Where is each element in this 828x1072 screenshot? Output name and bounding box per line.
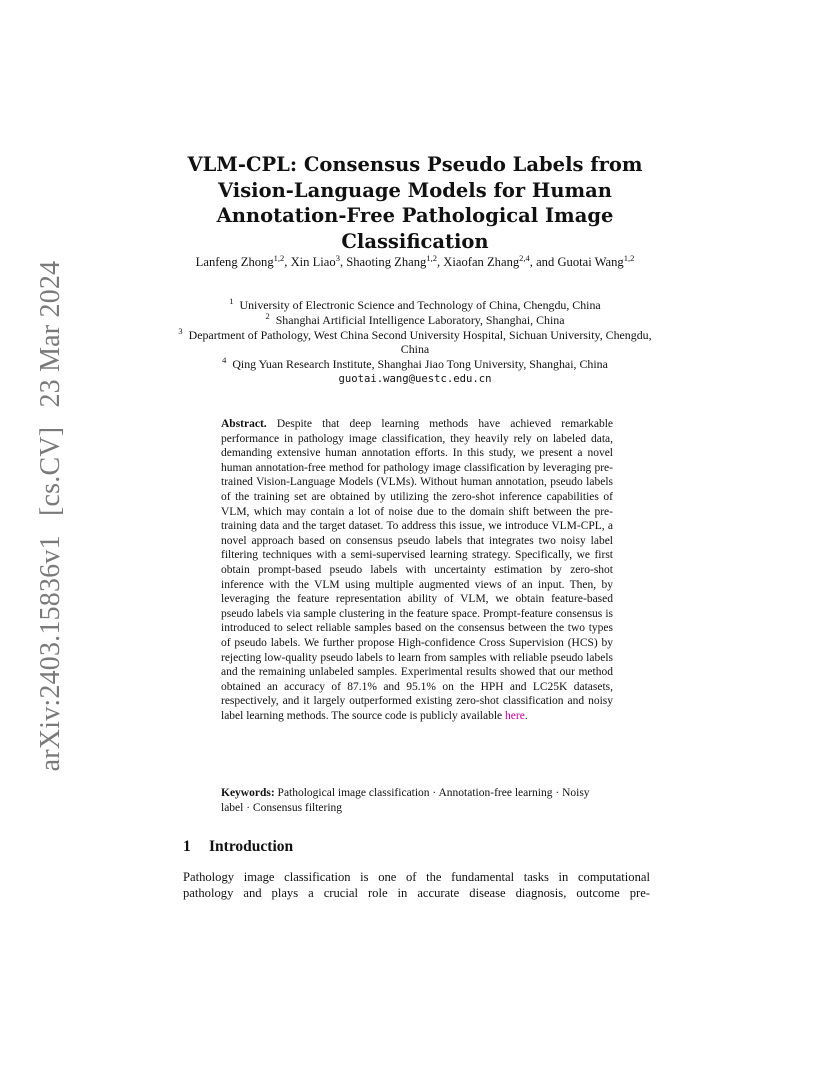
author-affil-sup: 1,2 (623, 252, 635, 263)
arxiv-id: arXiv:2403.15836v1 (35, 535, 66, 772)
affiliation (170, 310, 660, 328)
arxiv-date: 23 Mar 2024 (35, 260, 66, 408)
arxiv-category: [cs.CV] (35, 426, 66, 516)
keywords-text: Pathological image classification · Annotation-free learning · Noisy label · Consensus filtering (221, 787, 590, 814)
paragraph-line: pathology and plays a crucial role in accurate disease diagnosis, outcome pre- (183, 886, 650, 901)
author-affil-sup: 2,4 (519, 252, 530, 263)
section-heading (183, 838, 293, 856)
author-separator: , (284, 255, 291, 269)
paragraph-line: Pathology image classification is one of the fundamental tasks in computational (183, 870, 650, 884)
affiliation (170, 298, 660, 313)
affiliation (170, 357, 660, 372)
section-number: 1 (183, 838, 191, 855)
arxiv-side-stamp (35, 255, 67, 778)
affiliation-number: 3 (178, 325, 183, 336)
source-code-link[interactable]: here (505, 709, 525, 722)
abstract-text: Despite that deep learning methods have achieved remarkable performance in pathology image classification, they heavily rely on labeled data, demanding extensive human annotation efforts. In this study, we present a novel human annotation-free method for pathology image classification by leveraging pre-trained Vision-Language Models (VLMs). Without human annotation, pseudo labels of the training set are obtained by utilizing the zero-shot inference capabilities of VLM, which may contain a lot of noise due to the domain shift between the pre-training data and the target dataset. To address this issue, we introduce VLM-CPL, a novel approach based on consensus pseudo labels that integrates two noisy label filtering techniques with a semi-supervised learning strategy. Specifically, we first obtain prompt-based pseudo labels with uncertainty estimation by zero-shot inference with the VLM using multiple augmented views of an input. Then, by leveraging the feature representation ability of VLM, we obtain feature-based pseudo labels via sample clustering in the feature space. Prompt-feature consensus is introduced to select reliable samples based on the consensus between the two types of pseudo labels. We further propose High-confidence Cross Supervision (HCS) by rejecting low-quality pseudo labels to learn from samples with reliable pseudo labels and the remaining unlabeled samples. Experimental results showed that our method obtained an accuracy of 87.1% and 95.1% on the HPH and LC25K datasets, respectively, and it largely outperformed existing zero-shot classification and noisy label learning methods. The source code is publicly available (221, 418, 613, 722)
keywords-label: Keywords: (221, 787, 275, 799)
author-name: Xiaofan Zhang (443, 255, 520, 269)
author-affil-sup: 1,2 (426, 252, 437, 263)
abstract-end: . (524, 709, 528, 722)
affiliation-number: 1 (229, 296, 234, 307)
affiliation-text: Qing Yuan Research Institute, Shanghai Jiao Tong University, Shanghai, China (232, 357, 608, 372)
affiliation-text: University of Electronic Science and Technology of China, Chengdu, China (239, 298, 601, 312)
affiliation (170, 325, 660, 358)
abstract (221, 417, 613, 723)
paper-title: VLM-CPL: Consensus Pseudo Labels from Vision-Language Models for Human Annotation-Free Pathological Image Classification (187, 153, 643, 253)
author-affil-sup: 3 (335, 252, 340, 263)
affiliation-text: Shanghai Artificial Intelligence Laboratory, Shanghai, China (275, 312, 565, 327)
author-name: Xin Liao (290, 255, 336, 269)
section-title: Introduction (209, 838, 294, 855)
abstract-label: Abstract. (221, 418, 267, 430)
author-separator: , (339, 255, 347, 269)
affiliation-number: 4 (222, 355, 227, 366)
affiliation-number: 2 (265, 310, 270, 321)
affiliation-text: Department of Pathology, West China Second University Hospital, Sichuan University, Chengdu, China (188, 327, 652, 357)
author-list (170, 254, 660, 270)
author-affil-sup: 1,2 (273, 252, 285, 263)
author-name: Shaoting Zhang (346, 255, 427, 269)
keywords (221, 786, 613, 815)
author-separator: , and (529, 255, 558, 269)
author-name: Lanfeng Zhong (195, 255, 274, 269)
contact-email[interactable]: guotai.wang@uestc.edu.cn (338, 372, 492, 385)
author-name: Guotai Wang (557, 255, 624, 269)
affiliation-list (170, 298, 660, 387)
author-separator: , (436, 255, 444, 269)
intro-paragraph (183, 869, 650, 901)
